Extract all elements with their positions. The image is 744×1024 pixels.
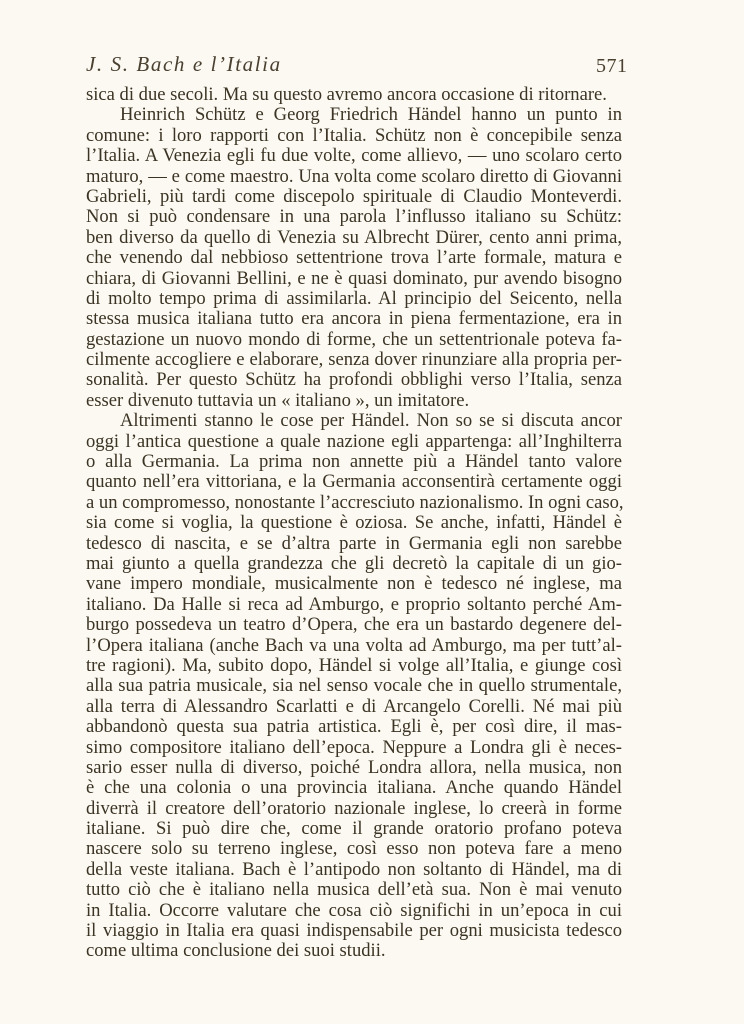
text-line: alla terra di Alessandro Scarlatti e di Arcangelo Corelli. Né mai più [86, 695, 622, 717]
text-line: come ultima conclusione dei suoi studii. [86, 940, 386, 962]
text-line: che venendo dal nebbioso settentrione trova l’arte formale, matura e [86, 247, 622, 269]
text-line: burgo possedeva un teatro d’Opera, che era un bastardo degenere del- [86, 614, 622, 636]
text-line: l’Italia. A Venezia egli fu due volte, come allievo, — uno scolaro certo [86, 145, 622, 167]
text-line: tedesco di nascita, e se d’altra parte in Germania egli non sarebbe [86, 532, 622, 554]
text-line: alla sua patria musicale, sia nel senso vocale che in quello strumentale, [86, 675, 622, 697]
page-number: 571 [596, 55, 628, 77]
text-line: comune: i loro rapporti con l’Italia. Schütz non è concepibile senza [86, 124, 622, 146]
text-line: italiane. Si può dire che, come il grande oratorio profano poteva [86, 818, 622, 840]
text-line: maturo, — e come maestro. Una volta come scolaro diretto di Giovanni [86, 165, 622, 187]
text-line: diverrà il creatore dell’oratorio nazionale inglese, lo creerà in forme [86, 797, 622, 819]
text-line: sica di due secoli. Ma su questo avremo ancora occasione di ritornare. [86, 84, 607, 105]
text-line: Gabrieli, più tardi come discepolo spirituale di Claudio Monteverdi. [86, 185, 622, 207]
text-line: o alla Germania. La prima non annette più a Händel tanto valore [86, 451, 622, 473]
text-line: chiara, di Giovanni Bellini, e ne è quasi dominato, pur avendo bisogno [86, 267, 622, 289]
text-line: di molto tempo prima di assimilarla. Al principio del Seicento, nella [86, 287, 622, 309]
text-line: tutto ciò che è italiano nella musica dell’età sua. Non è mai venuto [86, 879, 622, 901]
text-line: tre ragioni). Ma, subito dopo, Händel si volge all’Italia, e giunge così [86, 654, 622, 676]
running-title: J. S. Bach e l’Italia [86, 52, 282, 76]
text-line: Non si può condensare in una parola l’influsso italiano su Schütz: [86, 206, 622, 228]
text-line: in Italia. Occorre valutare che cosa ciò significhi in un’epoca in cui [86, 899, 622, 921]
text-line: esser divenuto tuttavia un « italiano », un imitatore. [86, 389, 470, 411]
text-line: abbandonò questa sua patria artistica. Egli è, per così dire, il mas- [86, 716, 622, 738]
text-line: cilmente accogliere e elaborare, senza dover rinunziare alla propria per- [86, 349, 622, 371]
text-line: è che una colonia o una provincia italiana. Anche quando Händel [86, 777, 622, 799]
text-line: sia come si voglia, la questione è oziosa. Se anche, infatti, Händel è [86, 512, 622, 534]
text-line: della veste italiana. Bach è l’antipodo non soltanto di Händel, ma di [86, 858, 622, 880]
text-line: a un compromesso, nonostante l’accresciuto nazionalismo. In ogni caso, [86, 491, 624, 513]
text-line: l’Opera italiana (anche Bach va una volta ad Amburgo, ma per tutt’al- [86, 634, 622, 656]
text-line: Heinrich Schütz e Georg Friedrich Händel hanno un punto in [120, 104, 622, 126]
text-line: oggi l’antica questione a quale nazione egli appartenga: all’Inghilterra [86, 430, 622, 452]
text-line: vane impero mondiale, musicalmente non è tedesco né inglese, ma [86, 573, 622, 595]
text-line: ben diverso da quello di Venezia su Albrecht Dürer, cento anni prima, [86, 226, 622, 248]
text-line: sonalità. Per questo Schütz ha profondi obblighi verso l’Italia, senza [86, 369, 622, 391]
text-line: sario esser nulla di diverso, poiché Londra allora, nella musica, non [86, 756, 622, 778]
body-text [86, 85, 622, 962]
text-line: italiano. Da Halle si reca ad Amburgo, e proprio soltanto perché Am- [86, 593, 622, 615]
text-line: mai giunto a quella grandezza che gli decretò la capitale di un gio- [86, 552, 622, 574]
text-line: stessa musica italiana tutto era ancora in piena fermentazione, era in [86, 308, 622, 330]
text-line: quanto nell’era vittoriana, e la Germania acconsentirà certamente oggi [86, 471, 622, 493]
text-line: nascere solo su terreno inglese, così esso non poteva fare a meno [86, 838, 622, 860]
text-line: il viaggio in Italia era quasi indispensabile per ogni musicista tedesco [86, 920, 622, 942]
text-line: simo compositore italiano dell’epoca. Neppure a Londra gli è neces- [86, 736, 622, 758]
text-line: Altrimenti stanno le cose per Händel. Non so se si discuta ancor [120, 410, 622, 432]
text-line: gestazione un nuovo mondo di forme, che un settentrionale poteva fa- [86, 328, 622, 350]
